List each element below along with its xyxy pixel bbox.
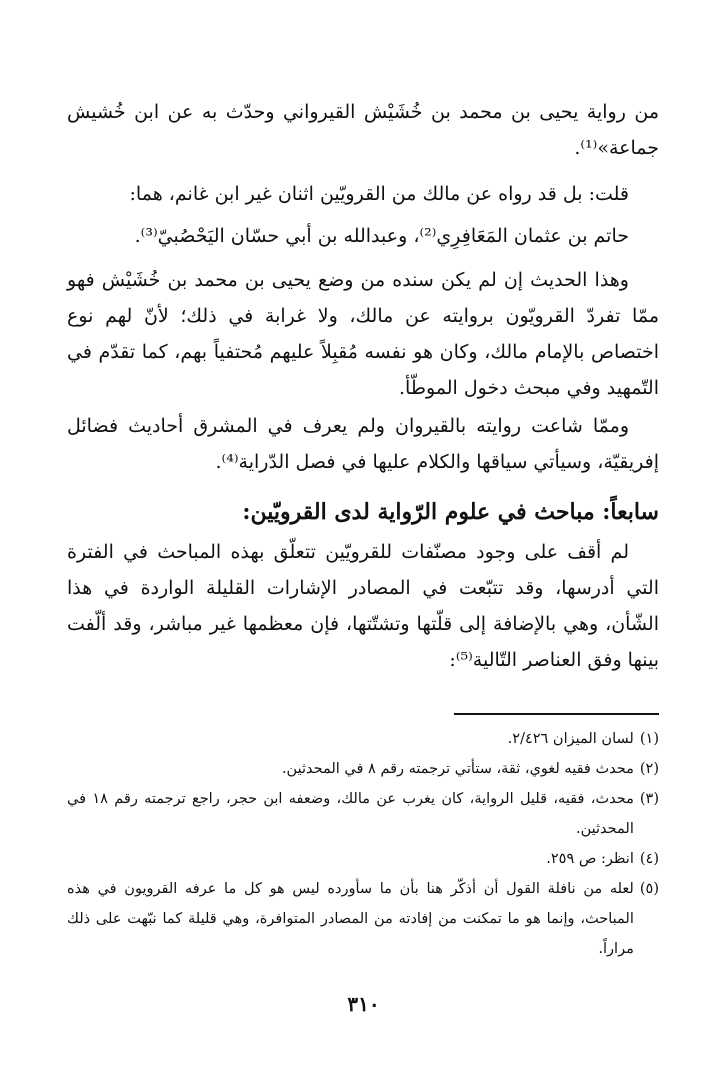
footnote-text: محدث فقيه لغوي، ثقة، ستأتي ترجمته رقم ٨ في المحدثين. [281, 761, 634, 777]
footnote [67, 724, 659, 754]
footnote-text: انظر: ص ٢٥٩. [546, 851, 634, 867]
paragraph-hadith-discussion: وهذا الحديث إن لم يكن سنده من وضع يحيى بن محمد بن خُشَيْش فهو ممّا تفردّ القرويّون بروايته عن مالك، ولا غرابة في ذلك؛ لأنّ لهم نوع اختصاص بالإمام مالك، وكان هو نفسه مُقبِلاً عليهم مُحتفياً بهم، كما تقدّم في التّمهيد وفي مبحث دخول الموطّأ. [67, 269, 659, 399]
footnote [67, 784, 659, 844]
footnote-number: (١) [639, 731, 659, 747]
main-text-3 [67, 262, 659, 406]
main-text-4 [67, 408, 659, 480]
footnote-number: (٥) [639, 881, 659, 897]
footnote-text: لعله من نافلة القول أن أذكّر هنا بأن ما سأورده ليس هو كل ما عرفه القرويون في هذه المباحث، وإنما هو ما تمكنت من إفادته من المصادر المتوافرة، وهي قليلة كما نبّهت على ذلك مراراً. [67, 881, 634, 957]
footnote [67, 754, 659, 784]
footnote-number: (٤) [639, 851, 659, 867]
section-paragraph: لم أقف على وجود مصنّفات للقرويّين تتعلّق بهذه المباحث في الفترة التي أدرسها، وقد تتبّعت في المصادر الإشارات القليلة الواردة في هذا الشّأن، وهي بالإضافة إلى قلّتها وتشتّتها، فإن معظمها غير مباشر، وقد ألّفت بينها وفق العناصر التّالية⁽⁵⁾: [67, 541, 659, 671]
footnote [67, 874, 659, 964]
main-text [67, 94, 659, 166]
footnote-divider [454, 713, 659, 715]
footnote-text: لسان الميزان ٢/٤٢٦. [507, 731, 634, 747]
main-text-2 [67, 176, 659, 254]
footnotes [67, 724, 659, 964]
footnote [67, 844, 659, 874]
paragraph-qultu: قلت: بل قد رواه عن مالك من القرويّين اثنان غير ابن غانم، هما: [129, 183, 629, 205]
paragraph-continuation: من رواية يحيى بن محمد بن خُشَيْش القيرواني وحدّث به عن ابن خُشيش جماعة»⁽¹⁾. [67, 101, 659, 159]
paragraph-narrators: حاتم بن عثمان المَعَافِرِي⁽²⁾، وعبدالله بن أبي حسّان اليَحْصُبيّ⁽³⁾. [134, 225, 629, 247]
section-heading: سابعاً: مباحث في علوم الرّواية لدى القرويّين: [242, 499, 659, 525]
footnote-number: (٢) [639, 761, 659, 777]
footnote-text: محدث، فقيه، قليل الرواية، كان يغرب عن مالك، وضعفه ابن حجر، راجع ترجمته رقم ١٨ في المحدثين. [67, 791, 634, 837]
footnote-number: (٣) [639, 791, 659, 807]
section [67, 494, 659, 678]
page-number: ٣١٠ [347, 992, 380, 1016]
paragraph-ifriqiya: وممّا شاعت روايته بالقيروان ولم يعرف في المشرق أحاديث فضائل إفريقيّة، وسيأتي سياقها والكلام عليها في فصل الدّراية⁽⁴⁾. [67, 415, 659, 473]
